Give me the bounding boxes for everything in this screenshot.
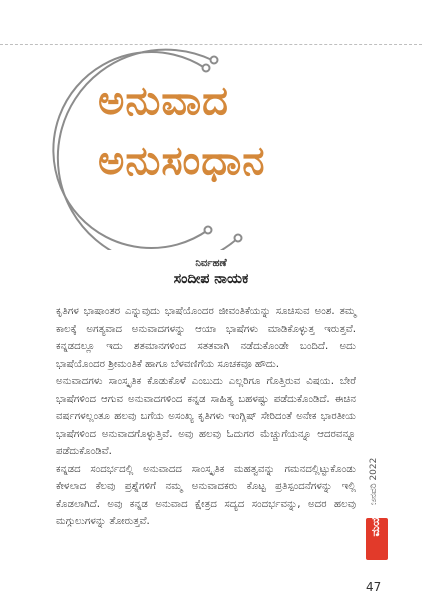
paragraph: ಕೃತಿಗಳ ಭಾಷಾಂತರ ಎನ್ನುವುದು ಭಾಷೆಯೊಂದರ ಜೀವಂತಿಕೆಯನ್ನು ಸೂಚಿಸುವ ಅಂಶ. ತಮ್ಮ ಕಾಲಕ್ಕೆ ಅಗತ್ಯವಾದ ಅನುವಾದಗಳನ್ನು ಆಯಾ ಭಾಷೆಗಳು ಮಾಡಿಕೊಳ್ಳುತ್ತ ಇರುತ್ತವೆ. ಕನ್ನಡದಲ್ಲೂ ಇದು ಶತಮಾನಗಳಿಂದ ಸತತವಾಗಿ ನಡೆದುಕೊಂಡೇ ಬಂದಿದೆ. ಅದು ಭಾಷೆಯೊಂದರ ಶ್ರೀಮಂತಿಕೆ ಹಾಗೂ ಬೆಳವಣಿಗೆಯ ಸೂಚಕವೂ ಹೌದು. [56,306,356,370]
paragraph: ಕನ್ನಡದ ಸಂದರ್ಭದಲ್ಲಿ ಅನುವಾದದ ಸಾಂಸ್ಕೃತಿಕ ಮಹತ್ವವನ್ನು ಗಮನದಲ್ಲಿಟ್ಟುಕೊಂಡು ಕೇಳಲಾದ ಕೆಲವು ಪ್ರಶ್ನೆಗಳಿಗೆ ನಮ್ಮ ಅನುವಾದಕರು ಕೊಟ್ಟ ಪ್ರತಿಸ್ಪಂದನೆಗಳನ್ನು ಇಲ್ಲಿ ಕೊಡಲಾಗಿದೆ. ಅವು ಕನ್ನಡ ಅನುವಾದ ಕ್ಷೇತ್ರದ ಸದ್ಯದ ಸಂದರ್ಭವನ್ನು, ಅದರ ಹಲವು ಮಗ್ಗುಲುಗಳನ್ನು ತೋರುತ್ತವೆ. [56,463,356,527]
magazine-badge [366,501,388,560]
magazine-name: ಮಯೂರ [369,501,382,537]
paragraph: ಅನುವಾದಗಳು ಸಾಂಸ್ಕೃತಿಕ ಕೊಡುಕೊಳೆ ಎಂಬುದು ಎಲ್ಲರಿಗೂ ಗೊತ್ತಿರುವ ವಿಷಯ. ಬೇರೆ ಭಾಷೆಗಳಿಂದ ಆಗುವ ಅನುವಾದಗಳಿಂದ ಕನ್ನಡ ಸಾಹಿತ್ಯ ಬಹಳಷ್ಟು ಪಡೆದುಕೊಂಡಿದೆ. ಈಚಿನ ವರ್ಷಗಳಲ್ಲಂತೂ ಹಲವು ಬಗೆಯ ಅಸಂಖ್ಯ ಕೃತಿಗಳು ಇಂಗ್ಲಿಷ್ ಸೇರಿದಂತೆ ಅನೇಕ ಭಾರತೀಯ ಭಾಷೆಗಳಿಂದ ಅನುವಾದಗೊಳ್ಳುತ್ತಿವೆ. ಅವು ಹಲವು ಓದುಗರ ಮೆಚ್ಚುಗೆಯನ್ನೂ ಆದರವನ್ನೂ ಪಡೆದುಕೊಂಡಿವೆ. [56,376,356,457]
editor-label: ನಿರ್ವಹಣೆ [195,258,227,269]
issue-date: ಜನವರಿ 2022 [369,457,379,505]
decorative-arcs-graphic [0,0,422,250]
article-body [56,303,356,531]
title-line-2: ಅನುಸಂಧಾನ [98,138,266,184]
title-line-1: ಅನುವಾದ [98,78,229,124]
editor-name: ಸಂದೀಪ ನಾಯಕ [173,271,249,287]
page-number: 47 [366,580,382,594]
